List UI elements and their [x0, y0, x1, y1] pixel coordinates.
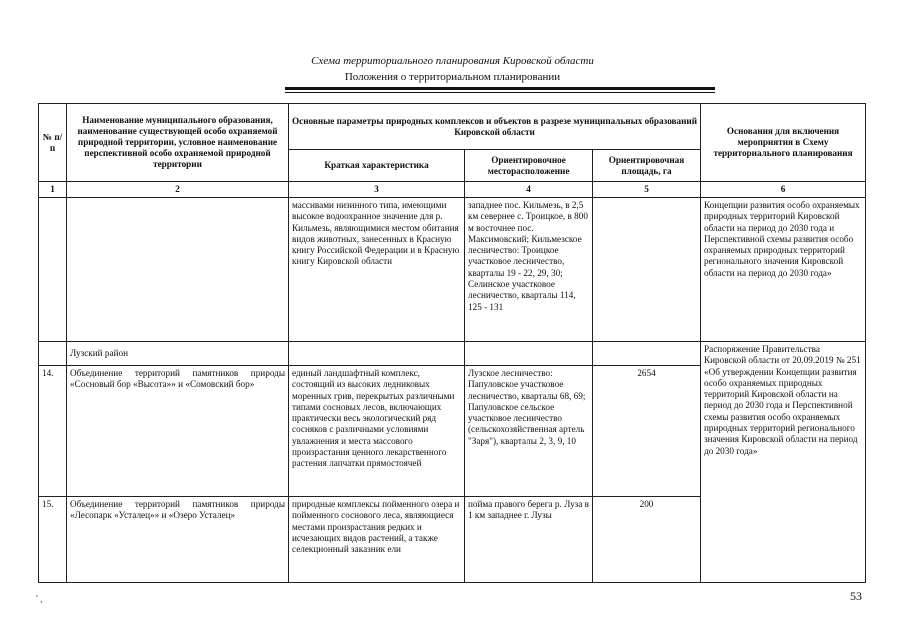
cell-brief: массивами низинного типа, имеющими высокое водоохранное значение для р. Кильмезь, являющимися местом обитания видов животных, занесенных в Красную книгу Российской Федерации и в Красную книгу Кировской области: [289, 198, 465, 342]
territories-table: [38, 103, 866, 583]
header-num: № п/п: [39, 104, 67, 182]
page-number: 53: [850, 589, 862, 603]
row-num: 14.: [39, 366, 67, 497]
header-location: Ориентировочное месторасположение: [465, 150, 593, 182]
column-number-row: [39, 182, 866, 198]
header-name: Наименование муниципального образования, наименование существующей особо охраняемой природной территории, условное наименование перспективной особо охраняемой природной территории: [67, 104, 289, 182]
cell-num: [39, 342, 67, 366]
cell-location: западнее пос. Кильмезь, в 2,5 км севернее с. Троицкое, в 800 м восточнее пос. Максимовский; Кильмезское лесничество: Троицкое участковое лесничество, кварталы 19 - 22, 29, 30; Селинское участковое лесничество, кварталы 114, 125 - 131: [465, 198, 593, 342]
cell-area: [593, 198, 701, 342]
scan-mark: ' ,: [36, 594, 43, 605]
column-number: 3: [289, 182, 465, 198]
district-basis: Распоряжение Правительства Кировской области от 20.09.2019 № 251 «Об утверждении Концепции развития особо охраняемых природных территорий Кировской области на период до 2030 года и Перспективной схемы развития особо охраняемых природных территорий регионального значения Кировской области на период до 2030 года»: [701, 342, 866, 583]
cell-name: [67, 198, 289, 342]
row-name: Объединение территорий памятников природы «Лесопарк «Усталец»» и «Озеро Усталец»: [67, 497, 289, 583]
cell-brief: [289, 342, 465, 366]
district-name: Лузский район: [67, 342, 289, 366]
column-number: 2: [67, 182, 289, 198]
row-location: Лузское лесничество: Папуловское участковое лесничество, кварталы 68, 69; Папуловское сельское участковое лесничество (сельскохозяйственная артель "Заря"), кварталы 2, 3, 9, 10: [465, 366, 593, 497]
header-basis: Основания для включения мероприятия в Схему территориального планирования: [701, 104, 866, 182]
cell-location: [465, 342, 593, 366]
header-rule: [285, 87, 715, 90]
header-params: Основные параметры природных комплексов и объектов в разрезе муниципальных образований Кировской области: [289, 104, 701, 150]
header-row: [39, 104, 866, 150]
column-number: 5: [593, 182, 701, 198]
row-area: 200: [593, 497, 701, 583]
column-number: 4: [465, 182, 593, 198]
document-header-subtitle: Положения о территориальном планировании: [344, 71, 561, 83]
header-brief: Краткая характеристика: [289, 150, 465, 182]
document-header-title: Схема территориального планирования Кировской области: [311, 55, 594, 67]
row-brief: единый ландшафтный комплекс, состоящий из высоких ледниковых моренных грив, перекрытых различными типами сосновых лесов, включающих практически весь экологический ряд сосняков с различными условиями увлажнения и места массового произрастания ценного лекарственного растения лапчатки прямостоячей: [289, 366, 465, 497]
header-area: Ориентировочная площадь, га: [593, 150, 701, 182]
row-brief: природные комплексы пойменного озера и пойменного соснового леса, являющиеся местами произрастания редких и исчезающих видов растений, а также селекционный заказник ели: [289, 497, 465, 583]
row-num: 15.: [39, 497, 67, 583]
continuation-row: [39, 198, 866, 342]
column-number: 1: [39, 182, 67, 198]
header-rule-thin: [285, 92, 715, 93]
cell-basis: Концепции развития особо охраняемых природных территорий Кировской области на период до 2030 года и Перспективной схемы развития особо охраняемых природных территорий регионального значения Кировской области на период до 2030 года»: [701, 198, 866, 342]
row-location: пойма правого берега р. Луза в 1 км западнее г. Лузы: [465, 497, 593, 583]
column-number: 6: [701, 182, 866, 198]
row-area: 2654: [593, 366, 701, 497]
row-name: Объединение территорий памятников природы «Сосновый бор «Высота»» и «Сомовский бор»: [67, 366, 289, 497]
district-row: [39, 342, 866, 366]
cell-num: [39, 198, 67, 342]
cell-area: [593, 342, 701, 366]
